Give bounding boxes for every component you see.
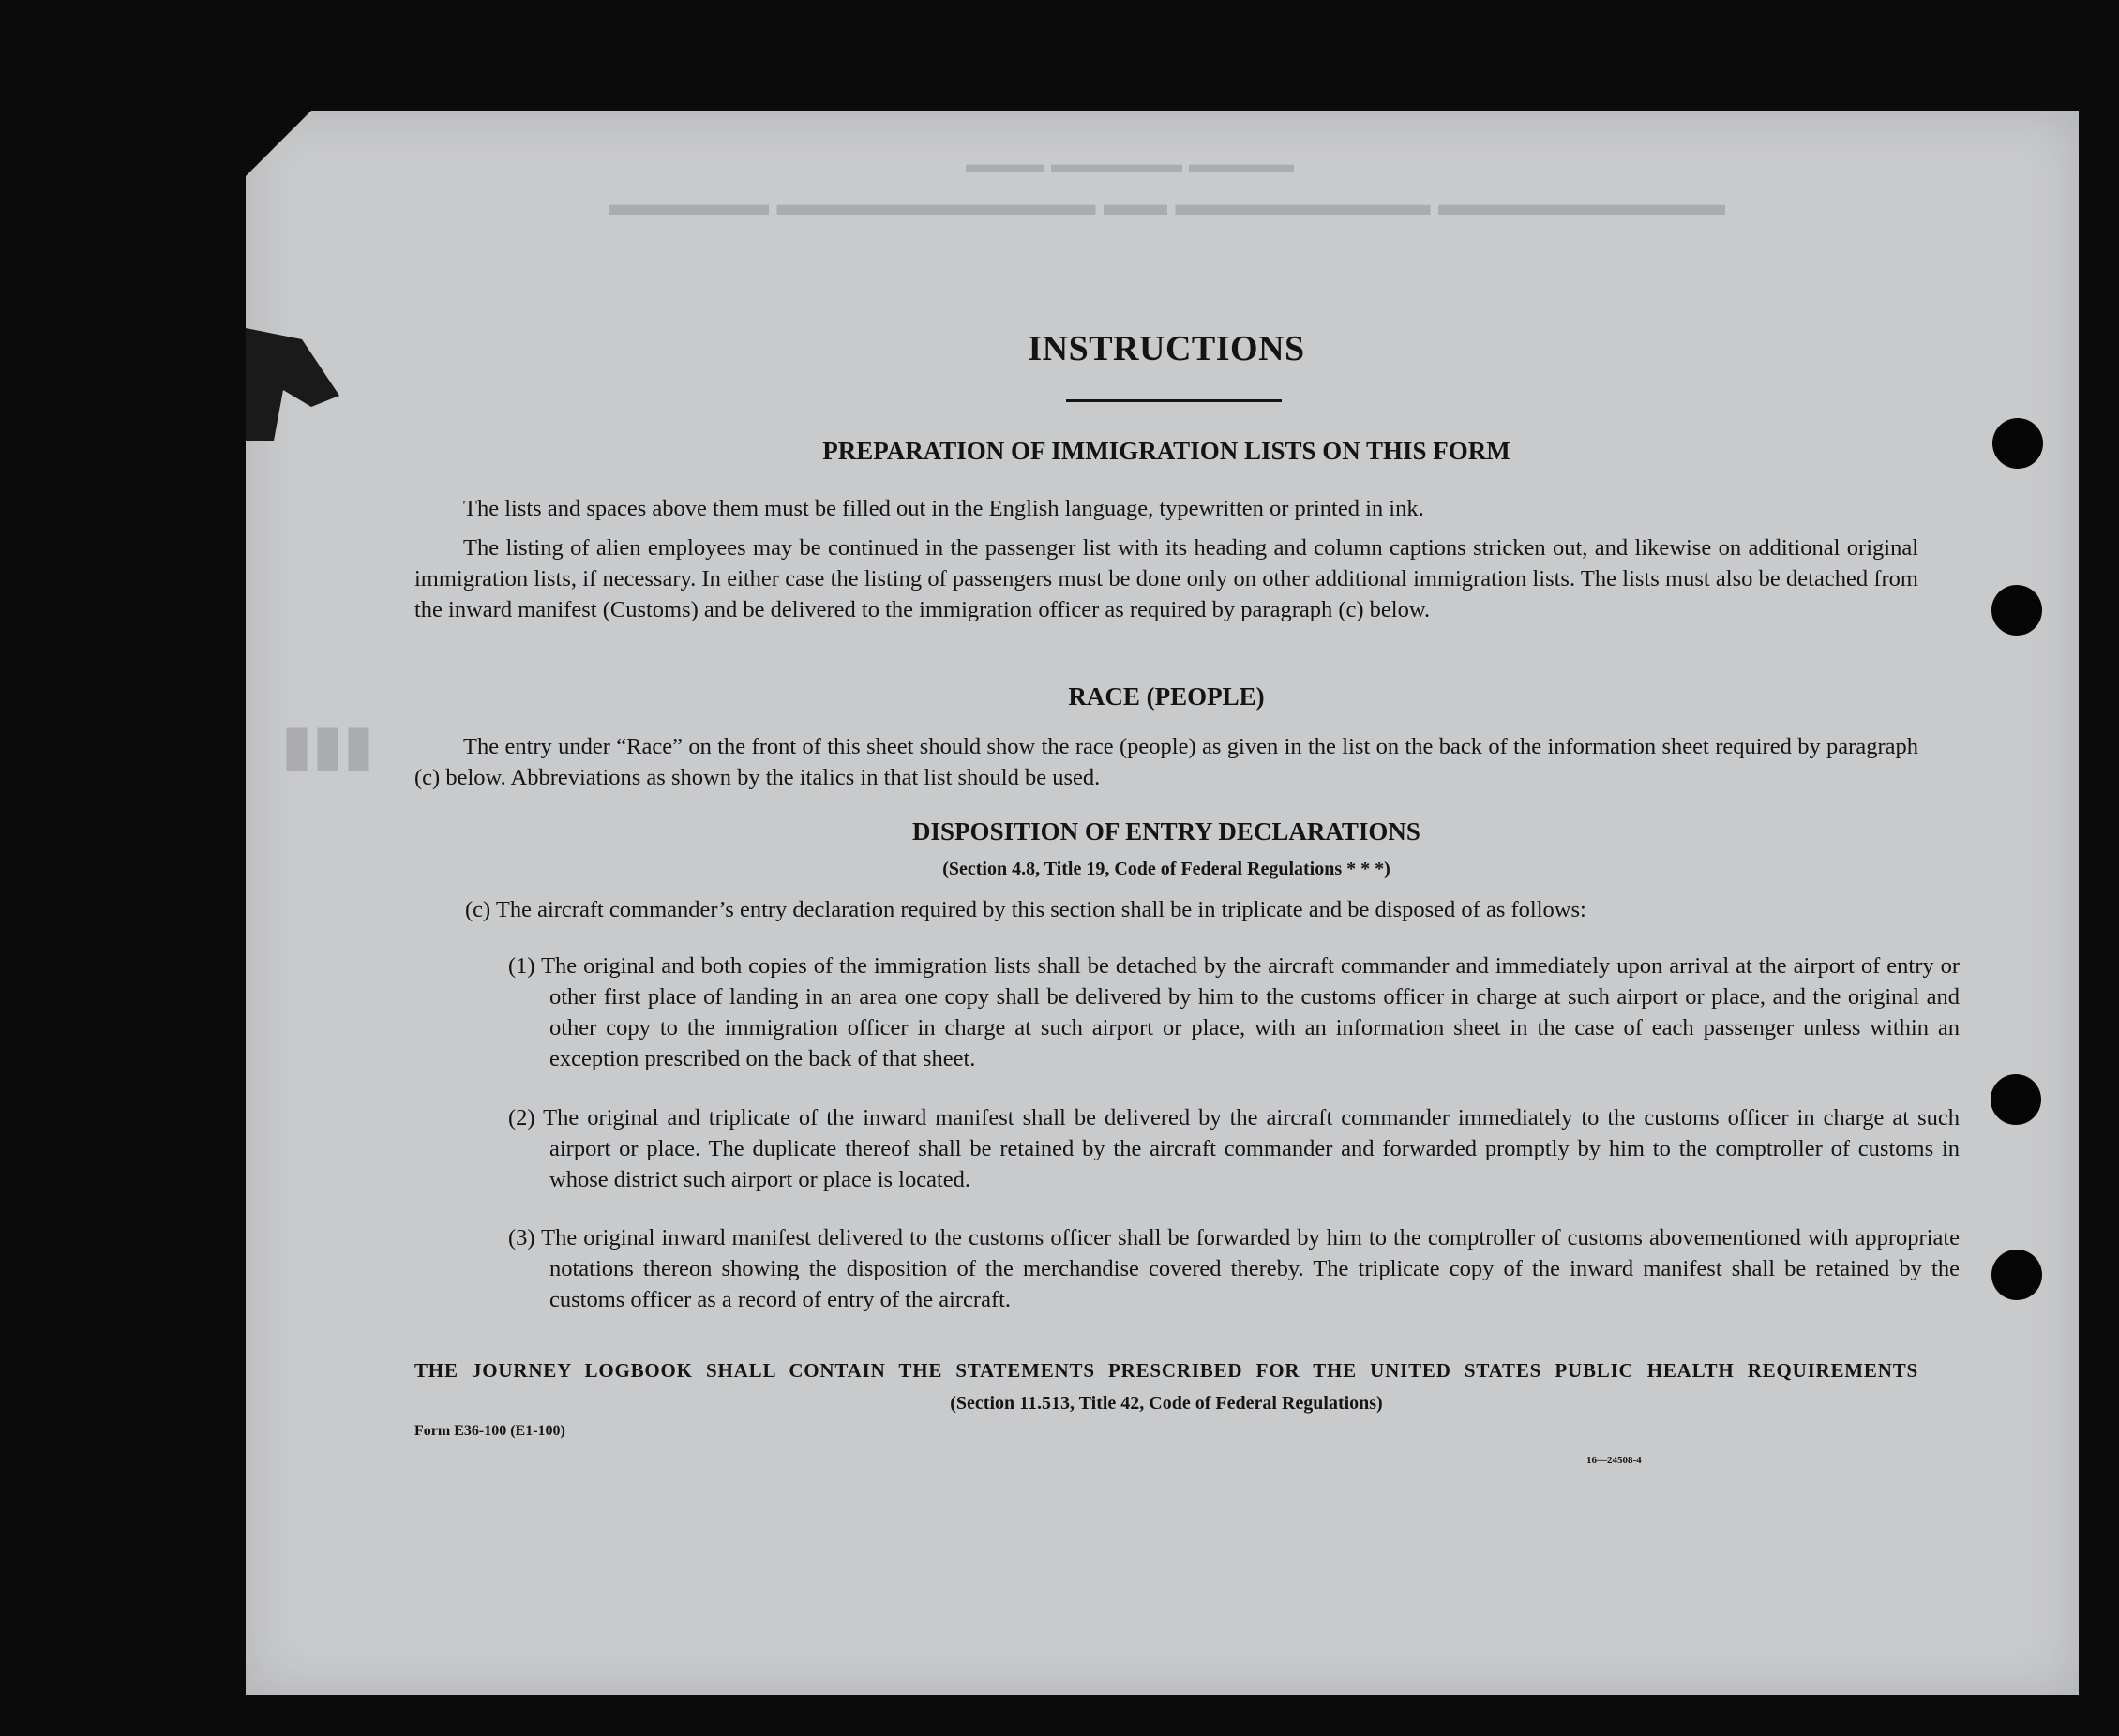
form-number: Form E36-100 (E1-100) (414, 1423, 565, 1439)
section-citation: (Section 4.8, Title 19, Code of Federal Regulations * * *) (942, 859, 1390, 879)
bleed-through-text: ▬▬▬▬▬ ▬▬▬▬▬▬▬▬▬▬ ▬▬ ▬▬▬▬▬▬▬▬ ▬▬▬▬▬▬▬▬▬ (609, 187, 1725, 222)
paragraph-intro-c: (c) The aircraft commander’s entry declaration required by this section shall be in triplicate and be disposed of as follows: (465, 897, 1586, 922)
punch-hole (1991, 1250, 2042, 1300)
title-underline (1066, 399, 1282, 402)
footer-statement: THE JOURNEY LOGBOOK SHALL CONTAIN THE STATEMENTS PRESCRIBED FOR THE UNITED STATES PUBLIC HEALTH REQUIREMENTS (414, 1359, 1918, 1382)
paragraph-alien-employees: The listing of alien employees may be continued in the passenger list with its heading and column captions stricken out, and likewise on additional original immigration lists, if necessary. In either case the listing of passengers must be done only on other additional immigration lists. The lists must also be detached from the inward manifest (Customs) and be delivered to the immigration officer as required by paragraph (c) below. (414, 535, 1918, 622)
punch-hole (1991, 1074, 2041, 1125)
paragraph-language: The lists and spaces above them must be filled out in the English language, typewritten or printed in ink. (463, 496, 1424, 521)
torn-corner (246, 111, 311, 176)
list-item: (3) The original inward manifest delivered to the customs officer shall be forwarded by him to the comptroller of customs abovementioned with appropriate notations thereon showing the disposition of the merchandise covered thereby. The triplicate copy of the inward manifest shall be retained by the customs officer as a record of entry of the aircraft. (508, 1225, 1960, 1312)
punch-hole (1991, 585, 2042, 636)
section-heading-disposition: DISPOSITION OF ENTRY DECLARATIONS (912, 817, 1420, 846)
page-title: INSTRUCTIONS (1028, 329, 1305, 368)
punch-hole (1992, 418, 2043, 469)
footer-citation: (Section 11.513, Title 42, Code of Federal Regulations) (950, 1393, 1383, 1414)
bleed-through-text: ▮▮▮ (281, 714, 375, 776)
section-heading-race: RACE (PEOPLE) (1068, 682, 1265, 711)
bleed-through-text: ▬▬▬ ▬▬▬▬▬ ▬▬▬▬ (966, 150, 1294, 179)
paragraph-race: The entry under “Race” on the front of this sheet should show the race (people) as given in the list on the back of the information sheet required by paragraph (c) below. Abbreviations as shown by the italics in that list should be used. (414, 734, 1918, 790)
list-item: (2) The original and triplicate of the inward manifest shall be delivered by the aircraft commander immediately to the customs officer in charge at such airport or place. The duplicate thereof shall be retained by the aircraft commander and forwarded promptly by him to the comptroller of customs in whose district such airport or place is located. (508, 1105, 1960, 1192)
print-code: 16—24508-4 (1586, 1455, 1642, 1466)
list-item: (1) The original and both copies of the immigration lists shall be detached by the aircraft commander and immediately upon arrival at the airport of entry or other first place of landing in an area one copy shall be delivered by him to the customs officer in charge at such airport or place, and the original and other copy to the immigration officer in charge at such airport or place, with an information sheet in the case of each passenger unless within an exception prescribed on the back of that sheet. (508, 953, 1960, 1071)
section-heading-immigration-lists: PREPARATION OF IMMIGRATION LISTS ON THIS FORM (822, 437, 1510, 465)
